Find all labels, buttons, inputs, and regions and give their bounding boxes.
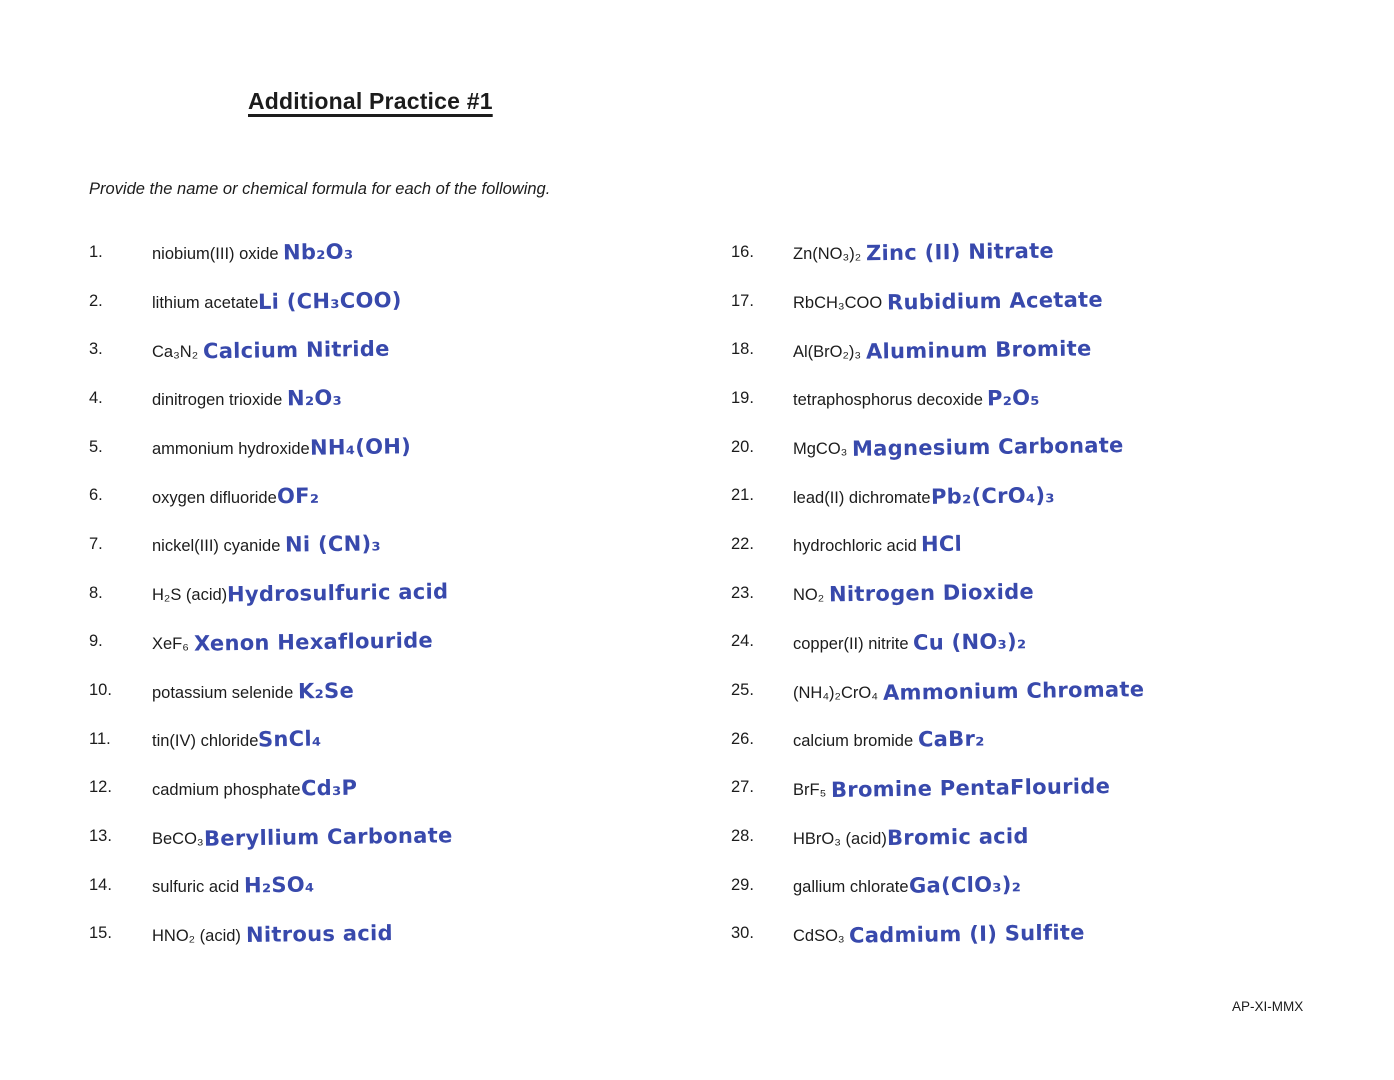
item-question: cadmium phosphate xyxy=(152,780,301,799)
item-question: niobium(III) oxide xyxy=(152,245,284,264)
worksheet-item xyxy=(89,520,734,569)
worksheet-item xyxy=(731,520,1376,569)
item-question: copper(II) nitrite xyxy=(793,634,914,653)
item-answer-handwritten: N₂O₃ xyxy=(286,386,343,411)
item-answer-handwritten: Ni (CN)₃ xyxy=(284,531,382,558)
item-question: Ca₃N₂ xyxy=(152,342,203,361)
item-number: 23. xyxy=(731,583,754,602)
item-number: 1. xyxy=(89,242,103,261)
item-number: 20. xyxy=(731,437,754,456)
item-question-answer-group xyxy=(793,922,1085,946)
item-answer-handwritten: Calcium Nitride xyxy=(202,336,390,364)
item-number: 9. xyxy=(89,632,103,651)
worksheet-item xyxy=(89,277,734,326)
item-number: 2. xyxy=(89,291,103,310)
page-title: Additional Practice #1 xyxy=(248,88,493,114)
item-question: dinitrogen trioxide xyxy=(152,391,287,410)
item-question: lead(II) dichromate xyxy=(793,488,931,507)
item-question: BrF₅ xyxy=(793,780,831,799)
item-answer-handwritten: Beryllium Carbonate xyxy=(203,822,453,851)
instruction-text: Provide the name or chemical formula for each of the following. xyxy=(89,180,551,198)
item-answer-handwritten: HCl xyxy=(921,532,963,557)
item-question-answer-group xyxy=(152,727,322,751)
worksheet-item xyxy=(731,715,1376,764)
worksheet-item xyxy=(89,374,734,423)
item-number: 14. xyxy=(89,875,112,894)
footer-code: AP-XI-MMX xyxy=(1232,999,1304,1014)
item-question-answer-group xyxy=(793,338,1091,362)
item-question-answer-group xyxy=(793,727,984,751)
worksheet-item xyxy=(89,910,734,959)
item-question: potassium selenide xyxy=(152,683,298,702)
item-number: 13. xyxy=(89,827,112,846)
item-answer-handwritten: Hydrosulfuric acid xyxy=(227,579,449,607)
item-answer-handwritten: Cadmium (I) Sulfite xyxy=(849,920,1086,948)
item-question: tetraphosphorus decoxide xyxy=(793,391,988,410)
worksheet-item xyxy=(731,764,1376,813)
item-number: 3. xyxy=(89,340,103,359)
item-question-answer-group xyxy=(152,776,357,800)
item-number: 5. xyxy=(89,437,103,456)
item-number: 4. xyxy=(89,388,103,407)
item-question: H₂S (acid) xyxy=(152,586,228,605)
item-answer-handwritten: Aluminum Bromite xyxy=(865,336,1092,364)
item-question-answer-group xyxy=(152,630,432,654)
worksheet-item xyxy=(89,764,734,813)
worksheet-item xyxy=(89,325,734,374)
item-question: hydrochloric acid xyxy=(793,537,922,556)
item-question-answer-group xyxy=(152,338,389,362)
item-question-answer-group xyxy=(152,532,381,556)
item-answer-handwritten: NH₄(OH) xyxy=(309,434,411,460)
item-question-answer-group xyxy=(152,822,453,851)
item-answer-handwritten: Bromine PentaFlouride xyxy=(830,773,1111,802)
item-answer-handwritten: Cd₃P xyxy=(300,775,357,801)
question-column-left xyxy=(89,228,734,958)
worksheet-item xyxy=(89,228,734,277)
item-answer-handwritten: Rubidium Acetate xyxy=(886,287,1103,315)
item-question-answer-group xyxy=(152,435,411,459)
item-question: Zn(NO₃)₂ xyxy=(793,245,866,264)
item-number: 27. xyxy=(731,778,754,797)
item-question: NO₂ xyxy=(793,586,829,605)
item-question-answer-group xyxy=(793,386,1040,410)
item-number: 21. xyxy=(731,486,754,505)
item-number: 26. xyxy=(731,729,754,748)
item-answer-handwritten: H₂SO₄ xyxy=(243,872,315,898)
item-question-answer-group xyxy=(152,289,402,313)
item-question-answer-group xyxy=(793,240,1054,264)
item-number: 29. xyxy=(731,875,754,894)
item-answer-handwritten: Li (CH₃COO) xyxy=(258,288,403,315)
item-answer-handwritten: Zinc (II) Nitrate xyxy=(865,239,1054,266)
item-question: HNO₂ (acid) xyxy=(152,926,246,945)
item-question-answer-group xyxy=(793,773,1111,802)
item-question: BeCO₃ xyxy=(152,829,204,848)
worksheet-item xyxy=(731,569,1376,618)
item-question-answer-group xyxy=(793,676,1145,705)
item-question: MgCO₃ xyxy=(793,440,852,459)
item-number: 17. xyxy=(731,291,754,310)
item-answer-handwritten: Pb₂(CrO₄)₃ xyxy=(930,482,1055,509)
item-answer-handwritten: Cu (NO₃)₂ xyxy=(912,629,1027,655)
item-question: lithium acetate xyxy=(152,294,259,313)
item-answer-handwritten: Nb₂O₃ xyxy=(282,239,354,265)
item-question: nickel(III) cyanide xyxy=(152,537,285,556)
item-question: gallium chlorate xyxy=(793,878,909,897)
item-answer-handwritten: Ammonium Chromate xyxy=(882,676,1145,705)
item-number: 6. xyxy=(89,486,103,505)
item-number: 30. xyxy=(731,924,754,943)
item-number: 15. xyxy=(89,924,112,943)
worksheet-item xyxy=(731,812,1376,861)
item-question-answer-group xyxy=(793,484,1054,508)
item-question-answer-group xyxy=(793,532,962,556)
worksheet-item xyxy=(89,618,734,667)
item-number: 16. xyxy=(731,242,754,261)
item-answer-handwritten: Xenon Hexaflouride xyxy=(193,628,433,656)
worksheet-item xyxy=(731,374,1376,423)
item-question-answer-group xyxy=(793,289,1103,313)
worksheet-item xyxy=(89,812,734,861)
item-question: Al(BrO₂)₃ xyxy=(793,342,866,361)
worksheet-item xyxy=(89,471,734,520)
item-number: 10. xyxy=(89,681,112,700)
item-number: 19. xyxy=(731,388,754,407)
worksheet-item xyxy=(89,666,734,715)
worksheet-item xyxy=(731,618,1376,667)
worksheet-item xyxy=(731,228,1376,277)
item-question-answer-group xyxy=(152,484,319,508)
worksheet-item xyxy=(731,861,1376,910)
item-question-answer-group xyxy=(152,679,354,703)
item-answer-handwritten: K₂Se xyxy=(297,678,355,703)
worksheet-item xyxy=(731,910,1376,959)
item-number: 24. xyxy=(731,632,754,651)
item-question-answer-group xyxy=(793,435,1124,459)
item-question-answer-group xyxy=(793,630,1027,654)
item-answer-handwritten: SnCl₄ xyxy=(258,726,322,752)
worksheet-item xyxy=(89,715,734,764)
item-number: 12. xyxy=(89,778,112,797)
worksheet-item xyxy=(89,569,734,618)
item-question-answer-group xyxy=(152,581,449,605)
worksheet-item xyxy=(731,471,1376,520)
item-question: CdSO₃ xyxy=(793,926,850,945)
item-number: 11. xyxy=(89,729,111,748)
item-answer-handwritten: CaBr₂ xyxy=(917,726,985,752)
item-answer-handwritten: Bromic acid xyxy=(886,823,1029,850)
worksheet-item xyxy=(731,325,1376,374)
item-answer-handwritten: Ga(ClO₃)₂ xyxy=(908,872,1021,899)
item-question-answer-group xyxy=(793,873,1021,897)
item-question-answer-group xyxy=(152,240,354,264)
item-question-answer-group xyxy=(152,873,314,897)
item-answer-handwritten: Magnesium Carbonate xyxy=(851,433,1124,461)
item-question-answer-group xyxy=(152,386,342,410)
worksheet-item xyxy=(731,423,1376,472)
item-number: 25. xyxy=(731,681,754,700)
item-number: 8. xyxy=(89,583,103,602)
item-question: (NH₄)₂CrO₄ xyxy=(793,683,883,702)
item-question: XeF₆ xyxy=(152,634,194,653)
question-column-right xyxy=(731,228,1376,958)
worksheet-item xyxy=(89,861,734,910)
item-question-answer-group xyxy=(793,825,1029,849)
item-question: calcium bromide xyxy=(793,732,918,751)
item-number: 28. xyxy=(731,827,754,846)
item-question: HBrO₃ (acid) xyxy=(793,829,887,848)
item-answer-handwritten: P₂O₅ xyxy=(987,386,1041,411)
worksheet-item xyxy=(731,666,1376,715)
item-number: 22. xyxy=(731,534,754,553)
item-question-answer-group xyxy=(152,922,392,946)
item-question: ammonium hydroxide xyxy=(152,440,310,459)
worksheet-item xyxy=(731,277,1376,326)
item-number: 7. xyxy=(89,534,103,553)
item-question-answer-group xyxy=(793,581,1034,605)
item-answer-handwritten: OF₂ xyxy=(276,483,320,509)
item-question: tin(IV) chloride xyxy=(152,732,259,751)
item-answer-handwritten: Nitrous acid xyxy=(245,920,393,947)
item-number: 18. xyxy=(731,340,754,359)
item-question: oxygen difluoride xyxy=(152,488,277,507)
worksheet-item xyxy=(89,423,734,472)
item-question: RbCH₃COO xyxy=(793,294,887,313)
item-answer-handwritten: Nitrogen Dioxide xyxy=(828,579,1034,607)
item-question: sulfuric acid xyxy=(152,878,244,897)
